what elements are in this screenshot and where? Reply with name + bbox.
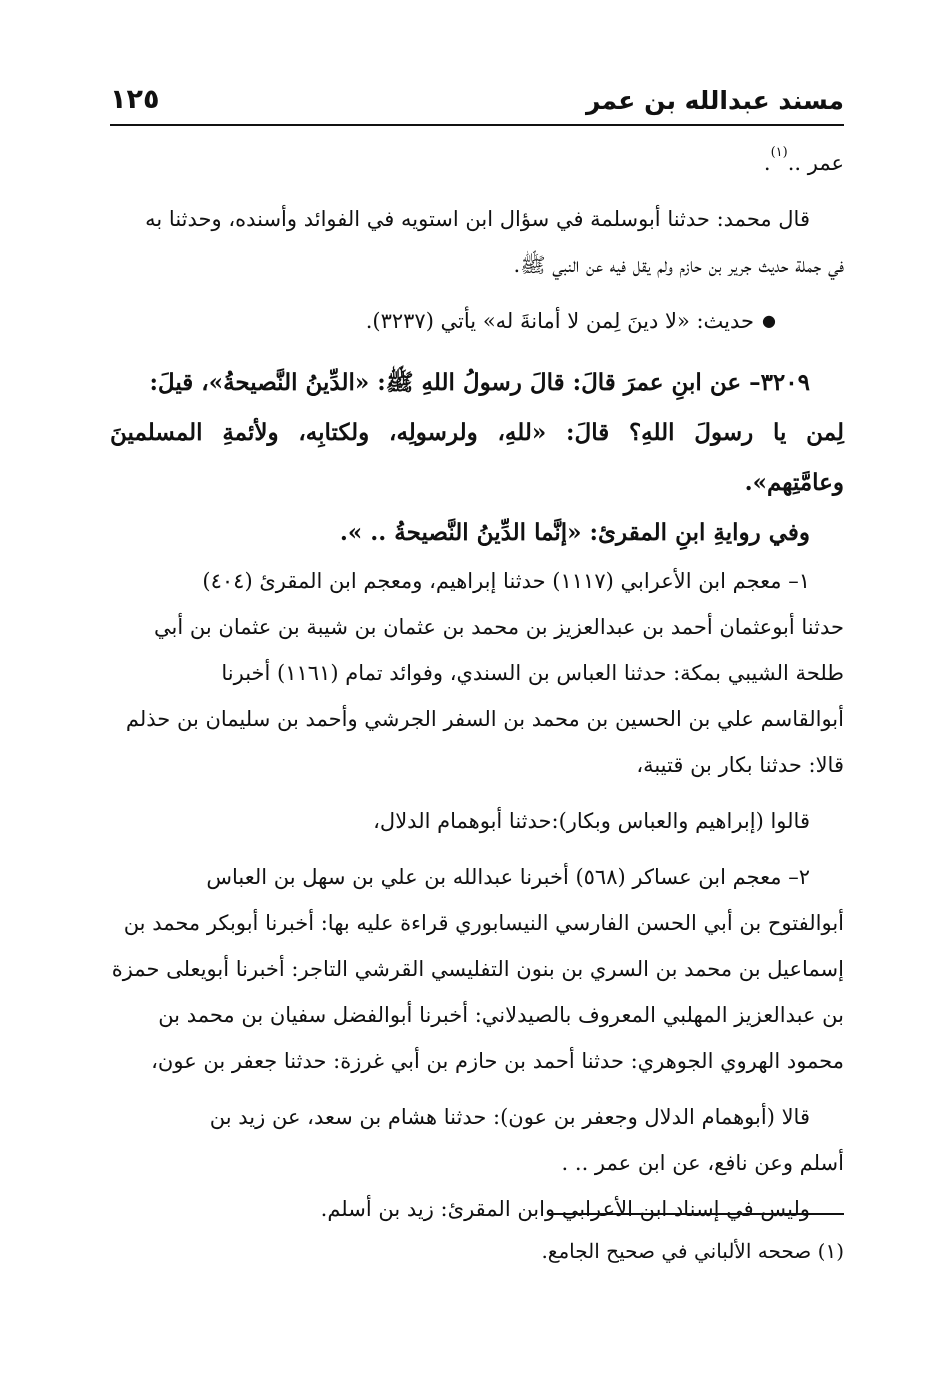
running-header — [110, 82, 844, 122]
footnote-divider — [548, 1213, 844, 1215]
joint-chain-line-1: قالا (أبوهمام الدلال وجعفر بن عون): حدثنا هشام بن سعد، عن زيد بن — [209, 1105, 810, 1129]
source-1-line-1: ١– معجم ابن الأعرابي (١١١٧) حدثنا إبراهيم، ومعجم ابن المقرئ (٤٠٤) — [202, 569, 810, 593]
source-2-line-5: محمود الهروي الجوهري: حدثنا أحمد بن حازم بن أبي غرزة: حدثنا جعفر بن عون، — [151, 1049, 844, 1073]
footnote-ref: (١) — [770, 145, 788, 160]
cross-reference-bullet — [110, 298, 844, 344]
bullet-icon: ● — [762, 311, 776, 330]
isnad-note: وليس في إسناد ابن الأعرابي وابن المقرئ: زيد بن أسلم. — [320, 1197, 810, 1221]
source-1-line-4: أبوالقاسم علي بن الحسين بن محمد بن السفر الجرشي وأحمد بن سليمان بن حذلم — [125, 707, 844, 731]
source-2-line-3: إسماعيل بن محمد بن السري بن بنون التفليسي القرشي التاجر: أخبرنا أبويعلى حمزة — [111, 957, 844, 981]
continuation-line: عمر ..$^{(١)}$. — [763, 145, 844, 175]
page-number: ١٢٥ — [110, 84, 160, 115]
continuation-text: عمر .. — [787, 151, 844, 175]
source-2-line-1: ٢– معجم ابن عساكر (٥٦٨) أخبرنا عبدالله بن علي بن سهل بن العباس — [206, 865, 810, 889]
book-page — [110, 0, 844, 1382]
source-2-line-4: بن عبدالعزيز المهلبي المعروف بالصيدلاني: أخبرنا أبوالفضل سفيان بن محمد بن — [158, 1003, 844, 1027]
source-1-line-2: حدثنا أبوعثمان أحمد بن عبدالعزيز بن محمد بن عثمان بن شيبة بن عثمان بن أبي — [154, 615, 844, 639]
header-divider — [110, 124, 844, 126]
source-1-closing: قالوا (إبراهيم والعباس وبكار):حدثنا أبوهمام الدلال، — [373, 809, 810, 833]
narration-note-line-1: قال محمد: حدثنا أبوسلمة في سؤال ابن استويه في الفوائد وأسنده، وحدثنا به — [145, 207, 810, 231]
hadith-text-line-1: ٣٢٠٩– عن ابنِ عمرَ قالَ: قالَ رسولُ اللهِ ﷺ: «الدِّينُ النَّصيحةُ»، قيلَ: — [149, 369, 810, 396]
main-text — [110, 140, 844, 1232]
running-title: مسند عبدالله بن عمر — [586, 86, 844, 115]
hadith-text-line-2: لِمن يا رسولَ اللهِ؟ قالَ: «للهِ، ولرسولِه، ولكتابِه، ولأئمةِ المسلمينَ وعامَّتِهم». — [110, 419, 844, 496]
source-2-line-2: أبوالفتوح بن أبي الحسن الفارسي النيسابوري قراءة عليه بها: أخبرنا أبوبكر محمد بن — [123, 911, 844, 935]
footnote: (١) صححه الألباني في صحيح الجامع. — [541, 1239, 844, 1263]
hadith-text-line-3: وفي روايةِ ابنِ المقرئ: «إنَّما الدِّينُ النَّصيحةُ .. ». — [339, 519, 810, 546]
cross-reference-text: حديث: «لا دينَ لِمن لا أمانةَ له» يأتي (٣٢٣٧). — [365, 309, 755, 333]
joint-chain-line-2: أسلم وعن نافع، عن ابن عمر .. . — [561, 1151, 844, 1175]
source-1-line-3: طلحة الشيبي بمكة: حدثنا العباس بن السندي، وفوائد تمام (١١٦١) أخبرنا — [221, 661, 844, 685]
narration-note-line-2: في جملة حديث جرير بن حازم ولم يقل فيه عن النبي ﷺ. — [513, 253, 844, 277]
source-1-line-5: قالا: حدثنا بكار بن قتيبة، — [636, 753, 844, 777]
